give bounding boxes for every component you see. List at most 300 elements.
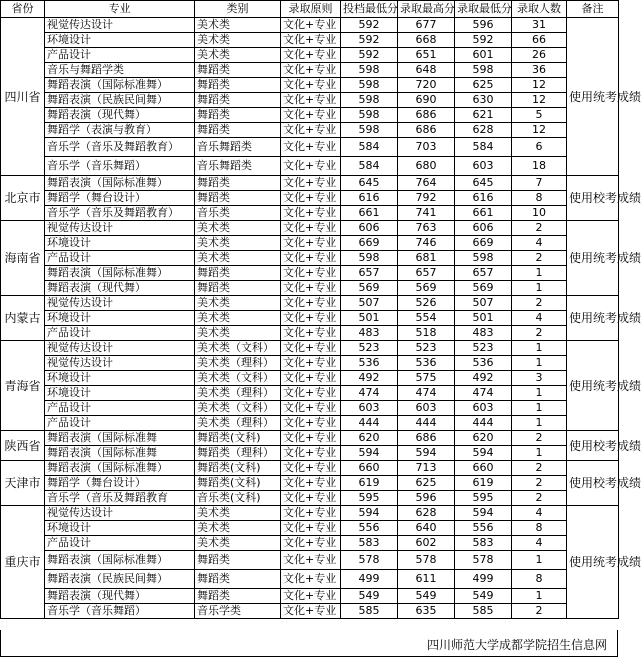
principle-cell: 文化+专业 <box>281 176 341 191</box>
table-row <box>1 341 619 356</box>
major-cell: 视觉传达设计 <box>45 221 195 236</box>
min-filing-cell: 501 <box>341 311 398 326</box>
remark-cell: 使用统考成绩 <box>567 18 619 176</box>
principle-cell: 文化+专业 <box>281 157 341 176</box>
table-row <box>1 356 619 371</box>
principle-cell: 文化+专业 <box>281 446 341 461</box>
category-cell: 舞蹈类(文科) <box>195 431 281 446</box>
max-admit-cell: 686 <box>398 108 455 123</box>
count-cell: 2 <box>512 461 567 476</box>
remark-cell: 使用统考成绩 <box>567 296 619 341</box>
table-row <box>1 138 619 157</box>
table-row <box>1 296 619 311</box>
max-admit-cell: 720 <box>398 78 455 93</box>
header-principle: 录取原则 <box>281 1 341 18</box>
max-admit-cell: 677 <box>398 18 455 33</box>
major-cell: 产品设计 <box>45 251 195 266</box>
remark-cell: 使用校考成绩 <box>567 431 619 461</box>
max-admit-cell: 763 <box>398 221 455 236</box>
max-admit-cell: 668 <box>398 33 455 48</box>
count-cell: 8 <box>512 191 567 206</box>
major-cell: 产品设计 <box>45 401 195 416</box>
min-admit-cell: 661 <box>455 206 512 221</box>
major-cell: 舞蹈表演（国际标准舞 <box>45 446 195 461</box>
category-cell: 音乐舞蹈类 <box>195 138 281 157</box>
category-cell: 音乐类 <box>195 206 281 221</box>
min-filing-cell: 594 <box>341 506 398 521</box>
category-cell: 美术类 <box>195 311 281 326</box>
principle-cell: 文化+专业 <box>281 570 341 589</box>
major-cell: 产品设计 <box>45 536 195 551</box>
category-cell: 美术类（文科） <box>195 341 281 356</box>
table-row <box>1 461 619 476</box>
count-cell: 4 <box>512 236 567 251</box>
table-row <box>1 401 619 416</box>
count-cell: 8 <box>512 521 567 536</box>
principle-cell: 文化+专业 <box>281 401 341 416</box>
max-admit-cell: 657 <box>398 266 455 281</box>
principle-cell: 文化+专业 <box>281 371 341 386</box>
remark-cell: 使用统考成绩 <box>567 506 619 619</box>
table-row <box>1 108 619 123</box>
category-cell: 舞蹈类 <box>195 570 281 589</box>
principle-cell: 文化+专业 <box>281 221 341 236</box>
principle-cell: 文化+专业 <box>281 63 341 78</box>
header-row <box>1 1 619 18</box>
min-filing-cell: 578 <box>341 551 398 570</box>
min-admit-cell: 630 <box>455 93 512 108</box>
min-admit-cell: 549 <box>455 589 512 604</box>
count-cell: 2 <box>512 491 567 506</box>
principle-cell: 文化+专业 <box>281 311 341 326</box>
max-admit-cell: 611 <box>398 570 455 589</box>
major-cell: 视觉传达设计 <box>45 296 195 311</box>
min-admit-cell: 507 <box>455 296 512 311</box>
count-cell: 5 <box>512 108 567 123</box>
major-cell: 音乐学（音乐舞蹈） <box>45 157 195 176</box>
footer-box <box>0 630 618 657</box>
province-cell: 陕西省 <box>1 431 45 461</box>
min-filing-cell: 492 <box>341 371 398 386</box>
remark-cell: 使用校考成绩 <box>567 176 619 221</box>
count-cell: 36 <box>512 63 567 78</box>
category-cell: 美术类（文科） <box>195 401 281 416</box>
max-admit-cell: 444 <box>398 416 455 431</box>
principle-cell: 文化+专业 <box>281 93 341 108</box>
min-admit-cell: 616 <box>455 191 512 206</box>
max-admit-cell: 648 <box>398 63 455 78</box>
category-cell: 美术类 <box>195 33 281 48</box>
table-row <box>1 157 619 176</box>
max-admit-cell: 681 <box>398 251 455 266</box>
major-cell: 环境设计 <box>45 521 195 536</box>
min-filing-cell: 507 <box>341 296 398 311</box>
count-cell: 2 <box>512 221 567 236</box>
table-row <box>1 18 619 33</box>
table-row <box>1 236 619 251</box>
min-filing-cell: 645 <box>341 176 398 191</box>
count-cell: 1 <box>512 551 567 570</box>
max-admit-cell: 474 <box>398 386 455 401</box>
min-admit-cell: 444 <box>455 416 512 431</box>
principle-cell: 文化+专业 <box>281 123 341 138</box>
min-admit-cell: 669 <box>455 236 512 251</box>
count-cell: 2 <box>512 251 567 266</box>
min-admit-cell: 501 <box>455 311 512 326</box>
category-cell: 美术类 <box>195 221 281 236</box>
min-filing-cell: 660 <box>341 461 398 476</box>
max-admit-cell: 549 <box>398 589 455 604</box>
count-cell: 1 <box>512 401 567 416</box>
major-cell: 舞蹈表演（国际标准舞） <box>45 176 195 191</box>
major-cell: 音乐学（音乐及舞蹈教育） <box>45 206 195 221</box>
max-admit-cell: 746 <box>398 236 455 251</box>
max-admit-cell: 713 <box>398 461 455 476</box>
major-cell: 音乐学（音乐及舞蹈教育） <box>45 138 195 157</box>
count-cell: 12 <box>512 78 567 93</box>
min-filing-cell: 619 <box>341 476 398 491</box>
category-cell: 美术类 <box>195 251 281 266</box>
table-row <box>1 506 619 521</box>
principle-cell: 文化+专业 <box>281 33 341 48</box>
header-province: 省份 <box>1 1 45 18</box>
min-admit-cell: 499 <box>455 570 512 589</box>
table-row <box>1 33 619 48</box>
min-filing-cell: 536 <box>341 356 398 371</box>
principle-cell: 文化+专业 <box>281 476 341 491</box>
table-row <box>1 521 619 536</box>
max-admit-cell: 640 <box>398 521 455 536</box>
table-row <box>1 176 619 191</box>
table-row <box>1 476 619 491</box>
header-count: 录取人数 <box>512 1 567 18</box>
major-cell: 视觉传达设计 <box>45 506 195 521</box>
count-cell: 31 <box>512 18 567 33</box>
count-cell: 3 <box>512 371 567 386</box>
province-cell: 内蒙古 <box>1 296 45 341</box>
min-filing-cell: 584 <box>341 157 398 176</box>
header-category: 类别 <box>195 1 281 18</box>
category-cell: 舞蹈类 <box>195 78 281 93</box>
table-row <box>1 78 619 93</box>
count-cell: 1 <box>512 341 567 356</box>
min-filing-cell: 569 <box>341 281 398 296</box>
count-cell: 1 <box>512 356 567 371</box>
major-cell: 音乐与舞蹈学类 <box>45 63 195 78</box>
table-row <box>1 551 619 570</box>
min-filing-cell: 592 <box>341 33 398 48</box>
count-cell: 4 <box>512 536 567 551</box>
category-cell: 舞蹈类 <box>195 266 281 281</box>
count-cell: 12 <box>512 123 567 138</box>
min-admit-cell: 645 <box>455 176 512 191</box>
min-admit-cell: 578 <box>455 551 512 570</box>
remark-cell: 使用校考成绩 <box>567 461 619 506</box>
table-row <box>1 48 619 63</box>
header-max-admit: 录取最高分 <box>398 1 455 18</box>
table-row <box>1 123 619 138</box>
principle-cell: 文化+专业 <box>281 491 341 506</box>
category-cell: 美术类（理科） <box>195 416 281 431</box>
major-cell: 舞蹈表演（国际标准舞） <box>45 551 195 570</box>
category-cell: 美术类 <box>195 18 281 33</box>
major-cell: 舞蹈表演（现代舞） <box>45 589 195 604</box>
major-cell: 视觉传达设计 <box>45 18 195 33</box>
max-admit-cell: 764 <box>398 176 455 191</box>
principle-cell: 文化+专业 <box>281 604 341 619</box>
table-row <box>1 491 619 506</box>
principle-cell: 文化+专业 <box>281 48 341 63</box>
min-filing-cell: 606 <box>341 221 398 236</box>
table-row <box>1 589 619 604</box>
min-filing-cell: 595 <box>341 491 398 506</box>
category-cell: 美术类 <box>195 536 281 551</box>
max-admit-cell: 635 <box>398 604 455 619</box>
principle-cell: 文化+专业 <box>281 108 341 123</box>
min-filing-cell: 584 <box>341 138 398 157</box>
principle-cell: 文化+专业 <box>281 416 341 431</box>
category-cell: 舞蹈类 <box>195 63 281 78</box>
min-admit-cell: 620 <box>455 431 512 446</box>
header-remark: 备注 <box>567 1 619 18</box>
category-cell: 舞蹈类 <box>195 551 281 570</box>
min-filing-cell: 598 <box>341 123 398 138</box>
count-cell: 18 <box>512 157 567 176</box>
table-body <box>1 18 641 619</box>
category-cell: 音乐舞蹈类 <box>195 157 281 176</box>
category-cell: 美术类 <box>195 521 281 536</box>
major-cell: 舞蹈表演（国际标准舞 <box>45 431 195 446</box>
principle-cell: 文化+专业 <box>281 281 341 296</box>
major-cell: 舞蹈学（舞台设计） <box>45 191 195 206</box>
max-admit-cell: 594 <box>398 446 455 461</box>
min-admit-cell: 657 <box>455 266 512 281</box>
principle-cell: 文化+专业 <box>281 431 341 446</box>
principle-cell: 文化+专业 <box>281 18 341 33</box>
min-filing-cell: 585 <box>341 604 398 619</box>
count-cell: 1 <box>512 386 567 401</box>
max-admit-cell: 518 <box>398 326 455 341</box>
principle-cell: 文化+专业 <box>281 551 341 570</box>
count-cell: 10 <box>512 206 567 221</box>
min-filing-cell: 592 <box>341 18 398 33</box>
major-cell: 舞蹈学（表演与教育） <box>45 123 195 138</box>
table-row <box>1 206 619 221</box>
principle-cell: 文化+专业 <box>281 386 341 401</box>
min-admit-cell: 603 <box>455 157 512 176</box>
category-cell: 音乐学类 <box>195 604 281 619</box>
count-cell: 26 <box>512 48 567 63</box>
principle-cell: 文化+专业 <box>281 78 341 93</box>
principle-cell: 文化+专业 <box>281 521 341 536</box>
major-cell: 环境设计 <box>45 236 195 251</box>
category-cell: 美术类 <box>195 48 281 63</box>
category-cell: 舞蹈类 <box>195 191 281 206</box>
category-cell: 舞蹈类(文科) <box>195 476 281 491</box>
min-admit-cell: 660 <box>455 461 512 476</box>
max-admit-cell: 526 <box>398 296 455 311</box>
min-filing-cell: 474 <box>341 386 398 401</box>
count-cell: 8 <box>512 570 567 589</box>
count-cell: 12 <box>512 93 567 108</box>
category-cell: 舞蹈类 <box>195 589 281 604</box>
category-cell: 舞蹈类 <box>195 108 281 123</box>
min-admit-cell: 569 <box>455 281 512 296</box>
min-filing-cell: 523 <box>341 341 398 356</box>
min-filing-cell: 499 <box>341 570 398 589</box>
min-filing-cell: 661 <box>341 206 398 221</box>
category-cell: 舞蹈类 <box>195 281 281 296</box>
table-row <box>1 251 619 266</box>
category-cell: 舞蹈类（理科） <box>195 446 281 461</box>
major-cell: 环境设计 <box>45 33 195 48</box>
min-admit-cell: 606 <box>455 221 512 236</box>
count-cell: 2 <box>512 476 567 491</box>
min-admit-cell: 625 <box>455 78 512 93</box>
count-cell: 1 <box>512 416 567 431</box>
count-cell: 66 <box>512 33 567 48</box>
count-cell: 2 <box>512 326 567 341</box>
table-row <box>1 63 619 78</box>
min-admit-cell: 601 <box>455 48 512 63</box>
min-admit-cell: 474 <box>455 386 512 401</box>
max-admit-cell: 628 <box>398 506 455 521</box>
principle-cell: 文化+专业 <box>281 296 341 311</box>
major-cell: 舞蹈表演（国际标准舞） <box>45 78 195 93</box>
min-admit-cell: 584 <box>455 138 512 157</box>
max-admit-cell: 523 <box>398 341 455 356</box>
major-cell: 音乐学（音乐舞蹈） <box>45 604 195 619</box>
category-cell: 美术类 <box>195 506 281 521</box>
min-filing-cell: 598 <box>341 93 398 108</box>
min-admit-cell: 594 <box>455 446 512 461</box>
remark-cell: 使用统考成绩 <box>567 341 619 431</box>
max-admit-cell: 651 <box>398 48 455 63</box>
table-row <box>1 191 619 206</box>
min-filing-cell: 592 <box>341 48 398 63</box>
principle-cell: 文化+专业 <box>281 589 341 604</box>
count-cell: 1 <box>512 589 567 604</box>
min-filing-cell: 598 <box>341 251 398 266</box>
min-admit-cell: 595 <box>455 491 512 506</box>
min-filing-cell: 583 <box>341 536 398 551</box>
category-cell: 舞蹈类 <box>195 176 281 191</box>
count-cell: 2 <box>512 296 567 311</box>
table-row <box>1 326 619 341</box>
major-cell: 环境设计 <box>45 371 195 386</box>
min-admit-cell: 583 <box>455 536 512 551</box>
principle-cell: 文化+专业 <box>281 236 341 251</box>
max-admit-cell: 625 <box>398 476 455 491</box>
min-filing-cell: 598 <box>341 63 398 78</box>
min-filing-cell: 556 <box>341 521 398 536</box>
category-cell: 美术类（理科） <box>195 356 281 371</box>
category-cell: 舞蹈类 <box>195 93 281 108</box>
table-row <box>1 604 619 619</box>
major-cell: 视觉传达设计 <box>45 356 195 371</box>
category-cell: 美术类（文科） <box>195 371 281 386</box>
major-cell: 视觉传达设计 <box>45 341 195 356</box>
table-row <box>1 536 619 551</box>
table-row <box>1 570 619 589</box>
principle-cell: 文化+专业 <box>281 326 341 341</box>
min-filing-cell: 616 <box>341 191 398 206</box>
min-admit-cell: 492 <box>455 371 512 386</box>
category-cell: 舞蹈类 <box>195 123 281 138</box>
category-cell: 舞蹈类(文科) <box>195 461 281 476</box>
min-admit-cell: 603 <box>455 401 512 416</box>
min-filing-cell: 594 <box>341 446 398 461</box>
min-admit-cell: 556 <box>455 521 512 536</box>
major-cell: 舞蹈表演（民族民间舞） <box>45 93 195 108</box>
table-row <box>1 266 619 281</box>
principle-cell: 文化+专业 <box>281 206 341 221</box>
max-admit-cell: 690 <box>398 93 455 108</box>
major-cell: 环境设计 <box>45 386 195 401</box>
min-admit-cell: 585 <box>455 604 512 619</box>
min-filing-cell: 549 <box>341 589 398 604</box>
principle-cell: 文化+专业 <box>281 138 341 157</box>
count-cell: 4 <box>512 311 567 326</box>
table-row <box>1 371 619 386</box>
major-cell: 舞蹈学（舞台设计） <box>45 476 195 491</box>
province-cell: 天津市 <box>1 461 45 506</box>
province-cell: 北京市 <box>1 176 45 221</box>
table-row <box>1 93 619 108</box>
major-cell: 音乐学（音乐及舞蹈教育 <box>45 491 195 506</box>
min-admit-cell: 592 <box>455 33 512 48</box>
min-filing-cell: 598 <box>341 108 398 123</box>
table-row <box>1 386 619 401</box>
min-filing-cell: 483 <box>341 326 398 341</box>
min-filing-cell: 620 <box>341 431 398 446</box>
min-admit-cell: 594 <box>455 506 512 521</box>
principle-cell: 文化+专业 <box>281 266 341 281</box>
min-filing-cell: 598 <box>341 78 398 93</box>
min-admit-cell: 619 <box>455 476 512 491</box>
header-min-admit: 录取最低分 <box>455 1 512 18</box>
principle-cell: 文化+专业 <box>281 191 341 206</box>
major-cell: 舞蹈表演（国际标准舞） <box>45 461 195 476</box>
max-admit-cell: 792 <box>398 191 455 206</box>
max-admit-cell: 603 <box>398 401 455 416</box>
min-admit-cell: 598 <box>455 63 512 78</box>
table-row <box>1 281 619 296</box>
min-admit-cell: 598 <box>455 251 512 266</box>
major-cell: 舞蹈表演（现代舞） <box>45 108 195 123</box>
principle-cell: 文化+专业 <box>281 251 341 266</box>
province-cell: 海南省 <box>1 221 45 296</box>
count-cell: 2 <box>512 431 567 446</box>
principle-cell: 文化+专业 <box>281 536 341 551</box>
source-caption: 四川师范大学成都学院招生信息网 <box>426 638 607 652</box>
table-row <box>1 416 619 431</box>
major-cell: 舞蹈表演（国际标准舞） <box>45 266 195 281</box>
min-filing-cell: 657 <box>341 266 398 281</box>
max-admit-cell: 686 <box>398 123 455 138</box>
max-admit-cell: 575 <box>398 371 455 386</box>
max-admit-cell: 686 <box>398 431 455 446</box>
count-cell: 4 <box>512 506 567 521</box>
max-admit-cell: 596 <box>398 491 455 506</box>
major-cell: 舞蹈表演（现代舞） <box>45 281 195 296</box>
category-cell: 音乐类(文科) <box>195 491 281 506</box>
min-admit-cell: 596 <box>455 18 512 33</box>
category-cell: 美术类 <box>195 296 281 311</box>
min-filing-cell: 603 <box>341 401 398 416</box>
max-admit-cell: 569 <box>398 281 455 296</box>
principle-cell: 文化+专业 <box>281 356 341 371</box>
